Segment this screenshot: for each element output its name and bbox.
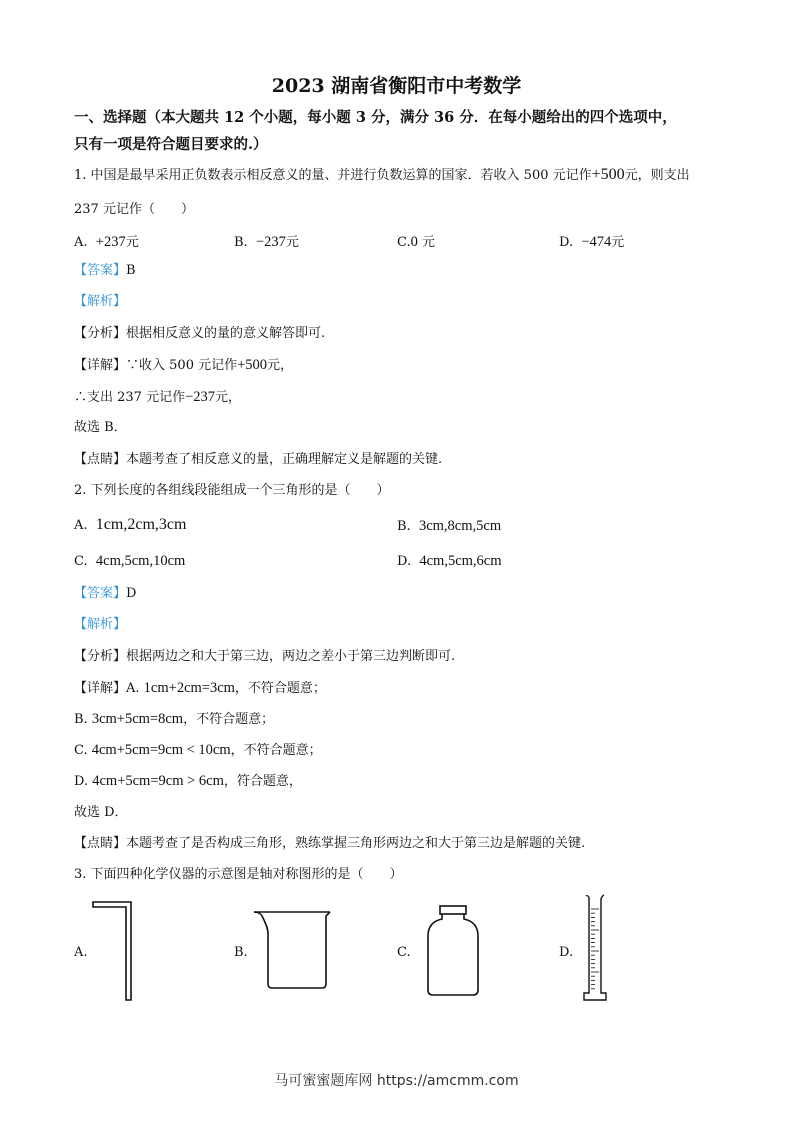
- option-math: −474: [581, 234, 612, 250]
- q2-option-b: [397, 518, 501, 535]
- option-math: 4cm,5cm,6cm: [419, 553, 502, 569]
- q2-answer: [74, 585, 136, 603]
- q1-option-c: [397, 231, 435, 251]
- option-math: +237: [95, 234, 126, 250]
- q3-option-a-letter: A.: [74, 945, 88, 960]
- q3-option-d-letter: D.: [559, 945, 574, 960]
- q3-option-c-letter: C.: [397, 945, 411, 960]
- comment-tag: 【点睛】: [74, 836, 127, 851]
- q2-detail-line-c: [74, 741, 322, 760]
- q1-option-b: [234, 231, 299, 251]
- reagent-bottle-icon: [424, 904, 482, 998]
- answer-value: B: [126, 263, 136, 278]
- detail-suffix: ，符合题意，: [223, 774, 302, 789]
- detail-math: −237: [185, 389, 216, 405]
- section-heading-line1: 一、选择题（本大题共 12 个小题，每小题 3 分，满分 36 分．在每小题给出的四个选项中，: [74, 109, 677, 126]
- detail-text-b: 元，: [215, 390, 242, 405]
- detail-suffix: ，不符合题意；: [230, 743, 322, 758]
- q1-stem-line2: 237 元记作（ ）: [74, 202, 194, 217]
- option-unit: 元: [285, 235, 299, 250]
- detail-tag: 【详解】: [74, 358, 127, 373]
- q2-option-a: [74, 516, 186, 534]
- q2-comment: [74, 835, 585, 853]
- comment-text: 本题考查了相反意义的量，正确理解定义是解题的关键.: [126, 452, 443, 467]
- detail-math: 1cm+2cm=3cm: [143, 680, 235, 696]
- option-letter: C.: [74, 554, 88, 569]
- detail-suffix: ，不符合题意；: [234, 681, 326, 696]
- section-heading-line2: 只有一项是符合题目要求的.）: [74, 136, 268, 153]
- page-title: 2023 湖南省衡阳市中考数学: [271, 75, 522, 97]
- detail-math: +500: [237, 357, 268, 373]
- option-letter: A.: [74, 518, 88, 533]
- option-letter: A.: [74, 235, 88, 250]
- detail-text-b: 元，: [267, 358, 294, 373]
- q2-stem: 2. 下列长度的各组线段能组成一个三角形的是（ ）: [74, 483, 390, 498]
- option-math: 1cm,2cm,3cm: [95, 516, 187, 533]
- detail-math: 4cm+5cm=9cm < 10cm: [91, 742, 231, 758]
- q2-option-c: [74, 553, 185, 570]
- q2-detail-line-b: [74, 710, 274, 729]
- q1-stem-math: +500: [591, 166, 625, 183]
- q3-option-b-letter: B.: [234, 945, 248, 960]
- detail-prefix: A.: [126, 681, 144, 696]
- q1-analysis-tag: 【解析】: [74, 294, 127, 309]
- fenxi-tag: 【分析】: [74, 649, 127, 664]
- option-unit: 元: [125, 235, 139, 250]
- answer-value: D: [126, 586, 137, 601]
- q2-analysis-tag: 【解析】: [74, 617, 127, 632]
- q2-detail: [74, 679, 326, 698]
- graduated-cylinder-icon: [580, 893, 610, 1005]
- q1-stem-text-b: 元，则支出: [624, 168, 690, 183]
- q1-choose: 故选 B．: [74, 420, 127, 435]
- q2-fenxi: [74, 648, 455, 666]
- option-unit: 元: [417, 235, 436, 250]
- option-letter: D.: [559, 235, 574, 250]
- detail-suffix: ，不符合题意；: [183, 712, 275, 727]
- option-math: 3cm,8cm,5cm: [418, 518, 502, 534]
- q1-detail: [74, 356, 293, 375]
- q1-fenxi: [74, 325, 325, 343]
- detail-math: 3cm+5cm=8cm: [91, 711, 184, 727]
- q1-stem-line1: [74, 166, 690, 185]
- option-letter: B.: [234, 235, 248, 250]
- l-shaped-tube-icon: [92, 900, 134, 1002]
- answer-tag: 【答案】: [74, 586, 127, 601]
- comment-tag: 【点睛】: [74, 452, 127, 467]
- detail-text: ∴支出 237 元记作: [74, 390, 186, 405]
- comment-text: 本题考查了是否构成三角形，熟练掌握三角形两边之和大于第三边是解题的关键.: [126, 836, 586, 851]
- q1-detail-line2: [74, 388, 241, 407]
- q2-detail-line-d: [74, 772, 302, 791]
- option-math: 4cm,5cm,10cm: [95, 553, 186, 569]
- option-math: 0: [410, 234, 418, 250]
- fenxi-text: 根据两边之和大于第三边，两边之差小于第三边判断即可.: [126, 649, 456, 664]
- option-letter: B.: [397, 519, 411, 534]
- option-unit: 元: [611, 235, 625, 250]
- q1-comment: [74, 451, 442, 469]
- answer-tag: 【答案】: [74, 263, 127, 278]
- option-math: −237: [255, 234, 286, 250]
- q3-stem: 3. 下面四种化学仪器的示意图是轴对称图形的是（ ）: [74, 867, 403, 882]
- detail-text: ∵收入 500 元记作: [126, 358, 238, 373]
- q2-option-d: [397, 553, 502, 570]
- q2-choose: 故选 D．: [74, 805, 128, 820]
- q1-option-d: [559, 231, 624, 251]
- detail-tag: 【详解】: [74, 681, 127, 696]
- detail-math: 4cm+5cm=9cm > 6cm: [92, 773, 224, 789]
- q1-answer: [74, 262, 136, 280]
- detail-prefix: B.: [74, 712, 92, 727]
- beaker-icon: [252, 908, 334, 992]
- detail-prefix: C.: [74, 743, 92, 758]
- fenxi-text: 根据相反意义的量的意义解答即可.: [126, 326, 326, 341]
- detail-prefix: D.: [74, 774, 93, 789]
- option-letter: D.: [397, 554, 412, 569]
- q1-option-a: [74, 231, 139, 251]
- fenxi-tag: 【分析】: [74, 326, 127, 341]
- q1-stem-text: 1. 中国是最早采用正负数表示相反意义的量、并进行负数运算的国家．若收入 500 元记作: [74, 168, 592, 183]
- footer-watermark: 马可蜜蜜题库网 https://amcmm.com: [274, 1073, 519, 1089]
- option-letter: C.: [397, 235, 411, 250]
